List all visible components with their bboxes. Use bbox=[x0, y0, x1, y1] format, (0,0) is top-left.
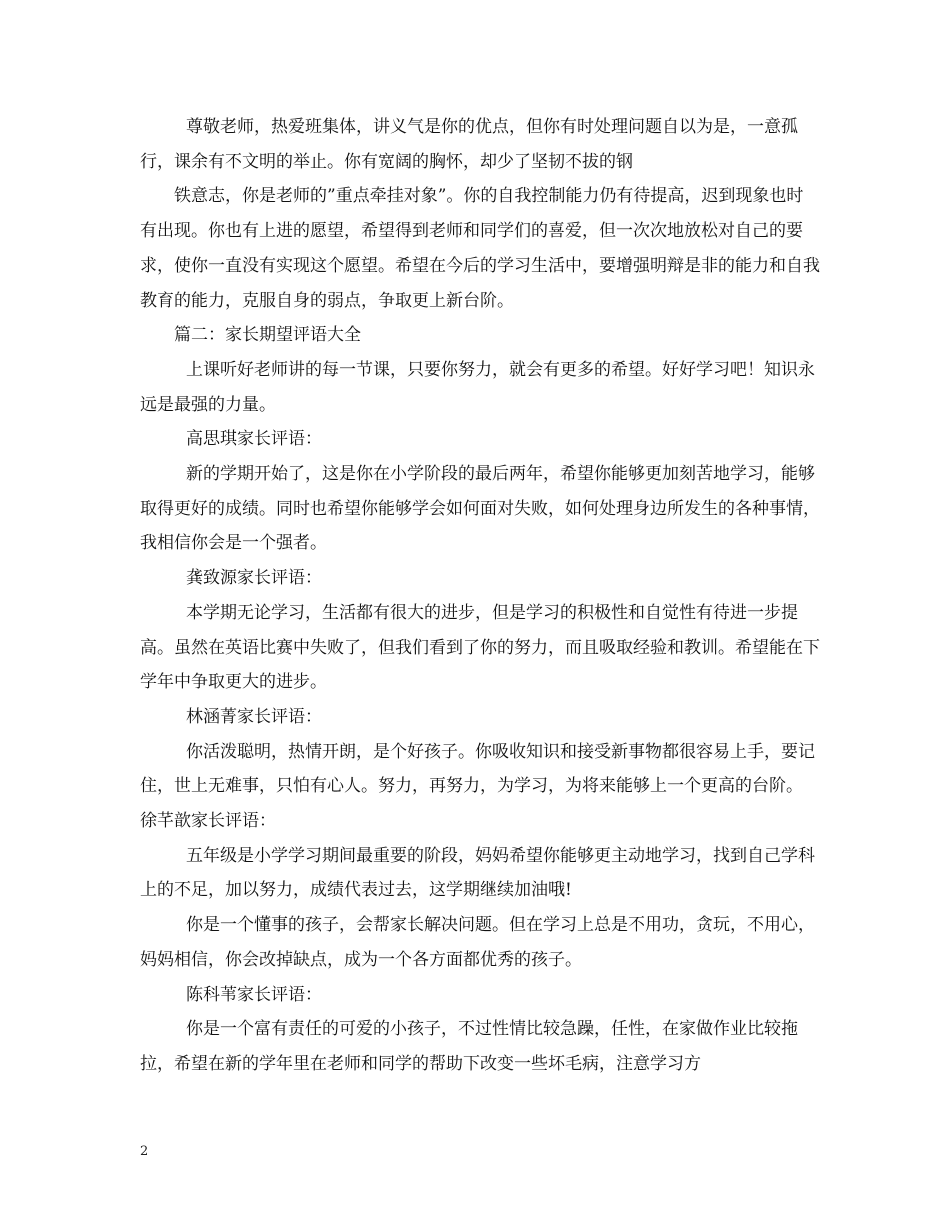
comment-heading-lin: 林涵菁家长评语： bbox=[186, 706, 322, 727]
comment-gao: 新的学期开始了，这是你在小学阶段的最后两年，希望你能够更加刻苦地学习，能够取得更好的成绩。同时也希望你能够学会如何面对失败，如何处理身边所发生的各种事情，我相信你会是一个强者。 bbox=[140, 464, 820, 554]
comment-heading-gong: 龚致源家长评语： bbox=[186, 568, 322, 589]
paragraph-teacher-comment-1: 尊敬老师，热爱班集体，讲义气是你的优点，但你有时处理问题自以为是，一意孤行，课余有不文明的举止。你有宽阔的胸怀，却少了坚韧不拔的钢 bbox=[140, 117, 798, 172]
comment-chen: 你是一个富有责任的可爱的小孩子，不过性情比较急躁，任性，在家做作业比较拖拉，希望在新的学年里在老师和同学的帮助下改变一些坏毛病，注意学习方 bbox=[140, 1019, 798, 1074]
page-number: 2 bbox=[140, 1144, 149, 1159]
paragraph-intro: 上课听好老师讲的每一节课，只要你努力，就会有更多的希望。好好学习吧！知识永远是最强的力量。 bbox=[140, 359, 815, 415]
comment-gong: 本学期无论学习，生活都有很大的进步，但是学习的积极性和自觉性有待进一步提高。虽然在英语比赛中失败了，但我们看到了你的努力，而且吸取经验和教训。希望能在下学年中争取更大的进步。 bbox=[140, 602, 820, 693]
comment-heading-gao: 高思琪家长评语： bbox=[186, 429, 322, 450]
comment-lin: 你活泼聪明，热情开朗，是个好孩子。你吸收知识和接受新事物都很容易上手，要记住，世上无难事，只怕有心人。努力，再努力，为学习，为将来能够上一个更高的台阶。 徐芊歆家长评语： bbox=[140, 741, 815, 832]
section-heading: 篇二：家长期望评语大全 bbox=[174, 325, 361, 346]
comment-xu-2: 你是一个懂事的孩子，会帮家长解决问题。但在学习上总是不用功，贪玩，不用心，妈妈相信，你会改掉缺点，成为一个各方面都优秀的孩子。 bbox=[140, 915, 815, 970]
paragraph-teacher-comment-2: 铁意志，你是老师的”重点牵挂对象”。你的自我控制能力仍有待提高，迟到现象也时有出现。你也有上进的愿望，希望得到老师和同学们的喜爱，但一次次地放松对自己的要求，使你一直没有实现这个愿望。希望在今后的学习生活中，要增强明辩是非的能力和自我教育的能力，克服自身的弱点，争取更上新台阶。 bbox=[140, 186, 820, 311]
document-body bbox=[140, 110, 820, 1082]
comment-xu-1: 五年级是小学学习期间最重要的阶段，妈妈希望你能够更主动地学习，找到自己学科上的不足，加以努力，成绩代表过去，这学期继续加油哦! bbox=[140, 845, 815, 901]
comment-heading-chen: 陈科苇家长评语： bbox=[186, 984, 322, 1005]
